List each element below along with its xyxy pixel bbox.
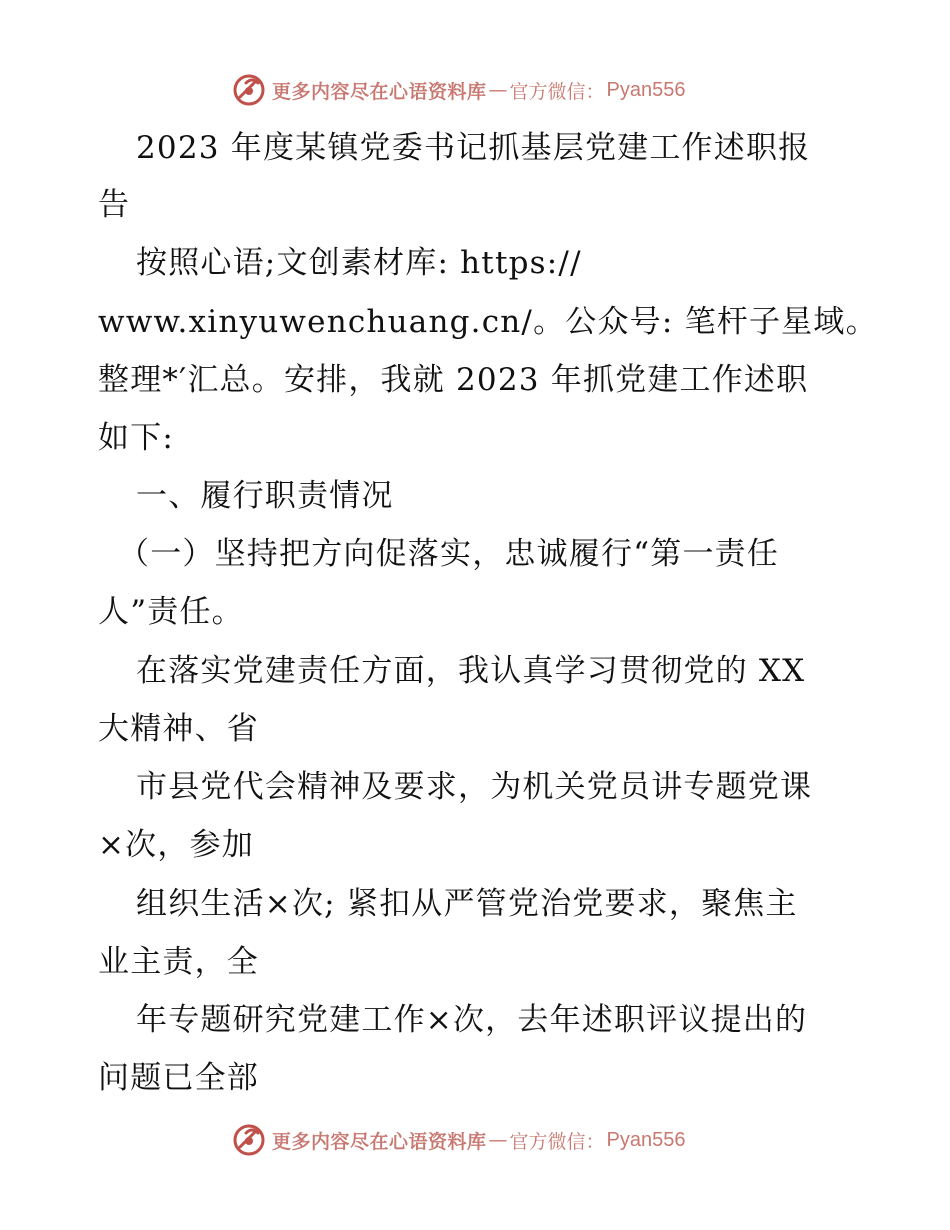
banner-wechat-label: 官方微信：: [509, 1130, 605, 1153]
logo-icon: [232, 1123, 266, 1157]
doc-title-line-1: 2023 年度某镇党委书记抓基层党建工作述职报: [136, 130, 811, 166]
doc-paragraph-line: 如下:: [98, 420, 175, 456]
subsection-heading: 人”责任。: [98, 594, 244, 630]
banner-slogan: 更多内容尽在心语资料库: [272, 80, 487, 103]
doc-title-line-2: 告: [98, 187, 131, 223]
doc-paragraph-line: 问题已全部: [98, 1060, 259, 1096]
footer-banner: [232, 1123, 686, 1157]
doc-paragraph-line: 按照心语;文创素材库: https://: [136, 245, 582, 281]
banner-separator: —: [488, 79, 508, 101]
header-banner: [232, 73, 686, 107]
logo-icon: [232, 73, 266, 107]
doc-paragraph-line: 业主责，全: [98, 944, 259, 980]
doc-paragraph-line: 整理*′汇总。安排，我就 2023 年抓党建工作述职: [98, 362, 809, 398]
doc-paragraph-line: www.xinyuwenchuang.cn/。公众号: 笔杆子星域。: [98, 304, 878, 340]
banner-separator: —: [488, 1129, 508, 1151]
doc-paragraph-line: 组织生活×次; 紧扣从严管党治党要求，聚焦主: [136, 886, 798, 922]
doc-paragraph-line: 在落实党建责任方面，我认真学习贯彻党的 XX: [136, 653, 806, 689]
banner-wechat-id: Pyan556: [606, 1128, 686, 1151]
banner-wechat-label: 官方微信：: [509, 80, 605, 103]
banner-slogan: 更多内容尽在心语资料库: [272, 1130, 487, 1153]
doc-paragraph-line: 大精神、省: [98, 711, 259, 747]
doc-paragraph-line: 市县党代会精神及要求，为机关党员讲专题党课: [136, 769, 813, 805]
doc-paragraph-line: 年专题研究党建工作×次，去年述职评议提出的: [136, 1002, 808, 1038]
doc-paragraph-line: ×次，参加: [98, 827, 254, 863]
banner-wechat-id: Pyan556: [606, 78, 686, 101]
subsection-heading: （一）坚持把方向促落实，忠诚履行“第一责任: [118, 536, 780, 572]
section-heading: 一、履行职责情况: [136, 478, 394, 514]
